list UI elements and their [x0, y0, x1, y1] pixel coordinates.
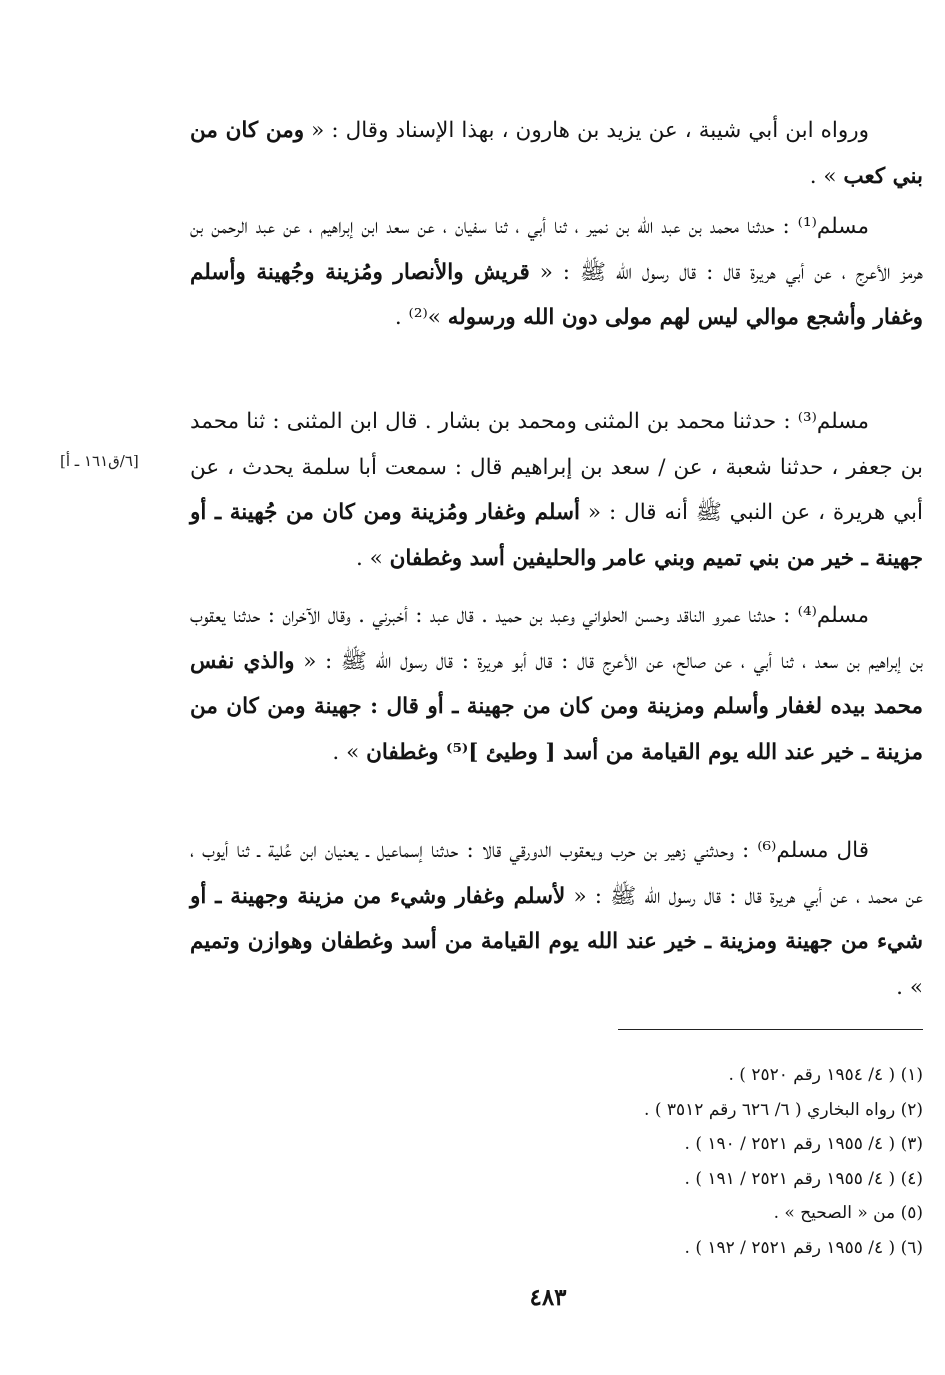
paragraph-text: قال مسلم⁽⁶⁾ : وحدثني زهير بن حرب ويعقوب الدورقي قالا : حدثنا إسماعيل ـ يعنيان ابن عُلية ـ ثنا أيوب ، عن محمد ، عن أبي هريرة قال : قال رسول الله ﷺ : «: [190, 838, 924, 909]
paragraph-text: ورواه ابن أبي شيبة ، عن يزيد بن هارون ، بهذا الإسناد وقال : «: [304, 118, 869, 143]
paragraph-text: مسلم⁽⁴⁾ : حدثنا عمرو الناقد وحسن الحلواني وعبد بن حميد . قال عبد : أخبرني . وقال الآخران : حدثنا يعقوب بن إبراهيم بن سعد ، ثنا أبي ، عن صالح، عن الأعرج قال : قال أبو هريرة : قال رسول الله ﷺ : «: [190, 603, 923, 674]
footnote: (٥) من « الصحيح » .: [773, 1203, 923, 1223]
hadith-matn: والذي نفس محمد بيده لغفار وأسلم ومزينة ومن كان من جهينة ـ أو قال : جهينة ومن كان من مزينة ـ خير عند الله يوم القيامة من أسد [ وطيئ ]⁽⁵⁾ وغطفان: [190, 648, 923, 765]
paragraph-text: » .: [332, 739, 367, 765]
paragraph-5: [190, 828, 923, 1010]
footnote: (٢) رواه البخاري ( ٦/ ٦٢٦ رقم ٣٥١٢ ) .: [644, 1099, 923, 1120]
paragraph-text: » .: [355, 545, 390, 571]
paragraph-text: »⁽²⁾ .: [394, 305, 448, 330]
hadith-matn: أسلم وغفار ومُزينة ومن كان من جُهينة ـ أو جهينة ـ خير من بني تميم وبني عامر والحليفين أسد وغطفان: [190, 500, 923, 571]
manuscript-folio-note: [٦/ق١٦١ ـ أ]: [60, 452, 139, 470]
paragraph-text: » .: [896, 974, 923, 1000]
footnote: (٤) ( ٤/ ١٩٥٥ رقم ٢٥٢١ / ١٩١ ) .: [684, 1168, 923, 1189]
paragraph-1: [190, 108, 923, 199]
footnote: (١) ( ٤/ ١٩٥٤ رقم ٢٥٢٠ ) .: [728, 1065, 923, 1085]
paragraph-4: [190, 593, 923, 775]
paragraph-text: مسلم⁽³⁾ : حدثنا محمد بن المثنى ومحمد بن بشار . قال ابن المثنى : ثنا محمد بن جعفر ، حدثنا شعبة ، عن / سعد بن إبراهيم قال : سمعت أبا سلمة يحدث ، عن أبي هريرة ، عن النبي ﷺ أنه قال : «: [190, 409, 923, 525]
paragraph-text: مسلم⁽¹⁾ : حدثنا محمد بن عبد الله بن نمير ، ثنا أبي ، ثنا سفيان ، عن سعد ابن إبراهيم ، عن عبد الرحمن بن هرمز الأعرج ، عن أبي هريرة قال : قال رسول الله ﷺ : «: [190, 214, 923, 285]
hadith-matn: قريش والأنصار ومُزينة وجُهينة وأسلم وغفار وأشجع موالي ليس لهم مولى دون الله ورسوله: [190, 259, 923, 330]
paragraph-2: [190, 204, 923, 341]
footnote: (٣) ( ٤/ ١٩٥٥ رقم ٢٥٢١ / ١٩٠ ) .: [684, 1134, 923, 1154]
paragraph-text: » .: [809, 163, 844, 189]
footnote-separator: [618, 1029, 923, 1030]
footnote: (٦) ( ٤/ ١٩٥٥ رقم ٢٥٢١ / ١٩٢ ) .: [684, 1237, 923, 1258]
hadith-matn: ومن كان من بني كعب: [190, 118, 923, 189]
paragraph-3: [190, 399, 923, 581]
page-number: ٤٨٣: [529, 1284, 567, 1311]
footnotes: [380, 1058, 923, 1265]
hadith-matn: لأسلم وغفار وشيء من مزينة وجهينة ـ أو شيء من جهينة ومزينة ـ خير عند الله يوم القيامة من أسد وغطفان وهوازن وتميم: [190, 883, 923, 954]
